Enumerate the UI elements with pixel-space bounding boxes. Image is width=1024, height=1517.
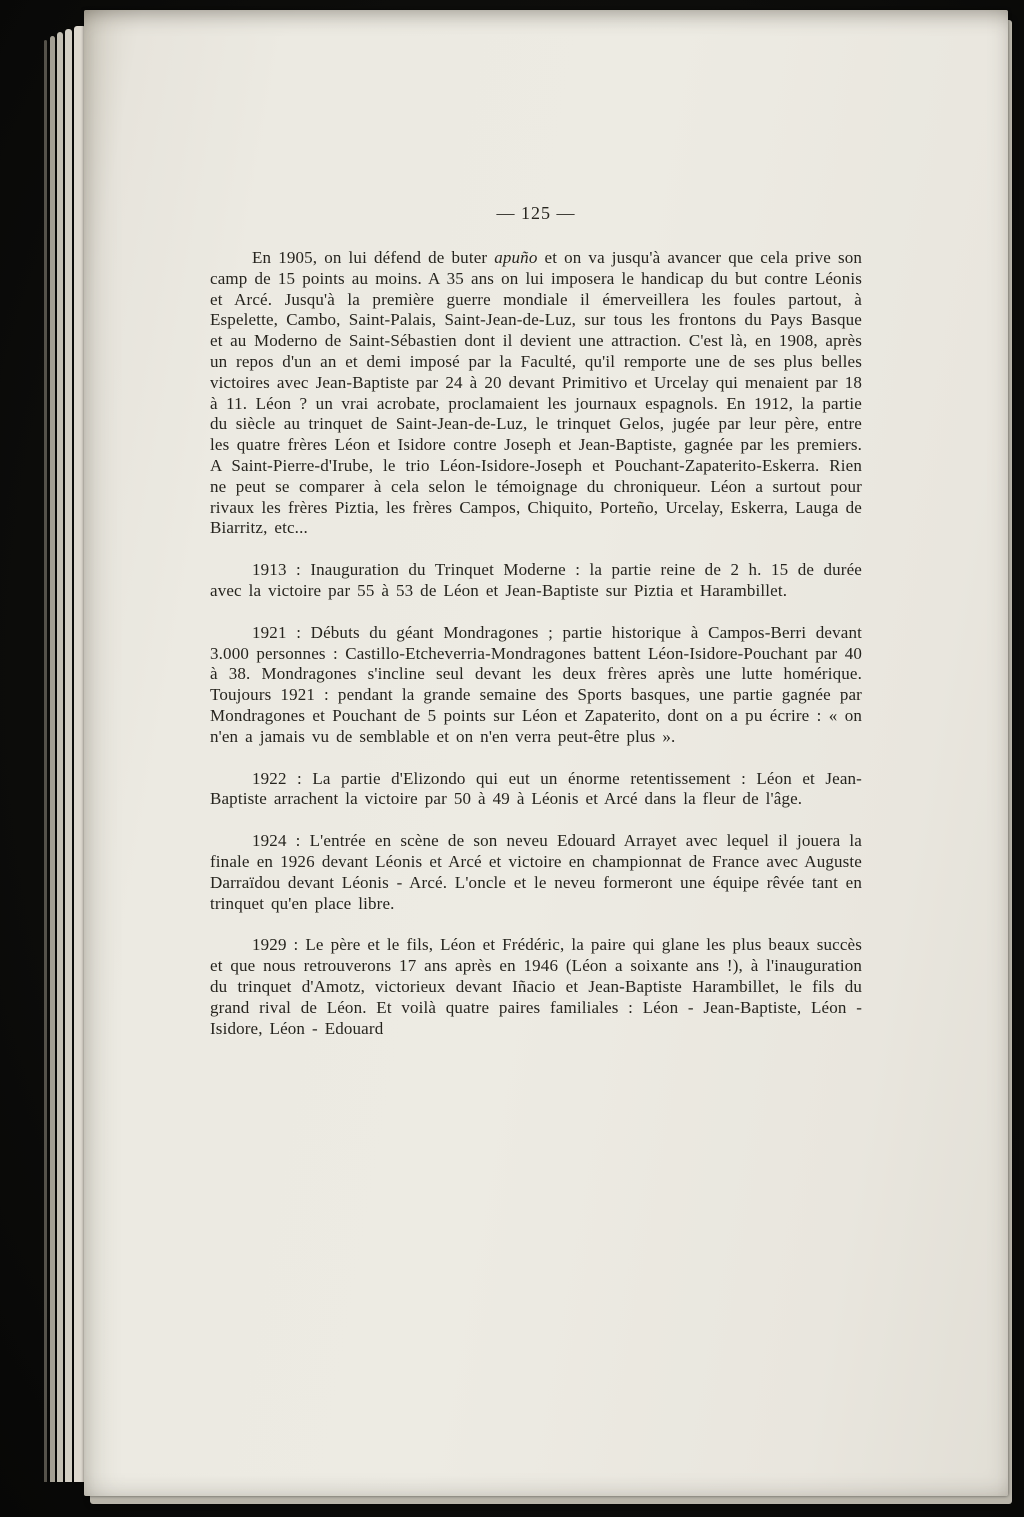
page-number: — 125 — [496,203,576,223]
paragraph-1905-pre: En 1905, on lui défend de buter [252,248,495,267]
entry-1929: 1929 : Le père et le fils, Léon et Frédéric, la paire qui glane les plus beaux succès et que nous retrouverons 17 ans après en 1946 (Léon a soixante ans !), à l'inauguration du trinquet d'Amotz, victorieux devant Iñacio et Jean-Baptiste Harambillet, le fils du grand rival de Léon. Et voilà quatre paires familiales : Léon - Jean-Baptiste, Léon - Isidore, Léon - Edouard [210,935,862,1038]
page-edge-strip [50,36,55,1482]
page-text-block [210,248,862,1039]
page-edge-strip [44,40,47,1482]
entry-1913: 1913 : Inauguration du Trinquet Moderne : la partie reine de 2 h. 15 de durée avec la victoire par 55 à 53 de Léon et Jean-Baptiste sur Piztia et Harambillet. [210,560,862,600]
entry-1921: 1921 : Débuts du géant Mondragones ; partie historique à Campos-Berri devant 3.000 personnes : Castillo-Etcheverria-Mondragones battent Léon-Isidore-Pouchant par 40 à 38. Mondragones s'incline seul devant les deux frères après une lutte homérique. Toujours 1921 : pendant la grande semaine des Sports basques, une partie gagnée par Mondragones et Pouchant de 5 points sur Léon et Zapaterito, dont on a pu écrire : « on n'en a jamais vu de semblable et on n'en verra peut-être plus ». [210,622,862,746]
book-page [84,10,1008,1496]
paragraph-1905-post: et on va jusqu'à avancer que cela prive son camp de 15 points au moins. A 35 ans on lui imposera le handicap du but contre Léonis et Arcé. Jusqu'à la première guerre mondiale il émerveillera les foules partout, à Espelette, Cambo, Saint-Palais, Saint-Jean-de-Luz, sur tous les frontons du Pays Basque et au Moderno de Saint-Sébastien dont il devient une attraction. C'est là, en 1908, après un repos d'un an et demi imposé par la Faculté, qu'il remporte une de ses plus belles victoires avec Jean-Baptiste par 24 à 20 devant Primitivo et Urcelay qui menaient par 18 à 11. Léon ? un vrai acrobate, proclamaient les journaux espagnols. En 1912, la partie du siècle au trinquet de Saint-Jean-de-Luz, le trinquet Gelos, jugée par leur père, entre les quatre frères Léon et Isidore contre Joseph et Jean-Baptiste, gagnée par les premiers. A Saint-Pierre-d'Irube, le trio Léon-Isidore-Joseph et Pouchant-Zapaterito-Eskerra. Rien ne peut se comparer à cela selon le témoignage du chroniqueur. Léon a surtout pour rivaux les frères Piztia, les frères Campos, Chiquito, Porteño, Urcelay, Eskerra, Lauga de Biarritz, etc... [210,248,863,538]
page-edge-strip [57,32,63,1482]
entry-1924: 1924 : L'entrée en scène de son neveu Edouard Arrayet avec lequel il jouera la finale en 1926 devant Léonis et Arcé et victoire en championnat de France avec Auguste Darraïdou devant Léonis - Arcé. L'oncle et le neveu formeront une équipe rêvée tant en trinquet qu'en place libre. [210,831,862,913]
book-page-edges [44,26,86,1486]
italic-term-apuno: apuño [494,248,538,267]
page-edge-strip [65,29,72,1482]
paragraph-1905 [210,248,862,539]
entry-1922: 1922 : La partie d'Elizondo qui eut un énorme retentissement : Léon et Jean-Baptiste arrachent la victoire par 50 à 49 à Léonis et Arcé dans la fleur de l'âge. [210,768,862,809]
